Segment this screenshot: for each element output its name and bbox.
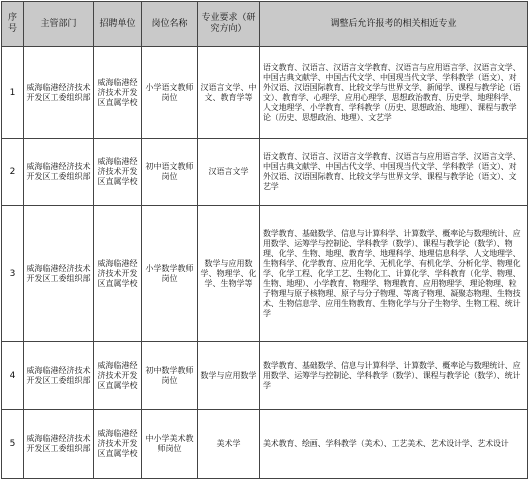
header-seq: 序号 [2, 2, 24, 47]
cell-seq: 4 [2, 342, 24, 410]
cell-req: 汉语言文学、中文、教育学等 [198, 47, 260, 139]
header-majors: 调整后允许报考的相关相近专业 [260, 2, 528, 47]
cell-seq: 3 [2, 206, 24, 342]
cell-unit: 威海临港经济技术开发区直属学校 [94, 342, 142, 410]
cell-unit: 威海临港经济技术开发区直属学校 [94, 139, 142, 206]
cell-post: 初中数学教师岗位 [142, 342, 198, 410]
header-req: 专业要求（研究方向） [198, 2, 260, 47]
cell-seq: 1 [2, 47, 24, 139]
cell-unit: 威海临港经济技术开发区直属学校 [94, 206, 142, 342]
majors-table [1, 1, 528, 479]
cell-dept: 威海临港经济技术开发区工委组织部 [24, 410, 94, 479]
cell-post: 小学语文教师岗位 [142, 47, 198, 139]
cell-seq: 5 [2, 410, 24, 479]
cell-post: 中小学美术教师岗位 [142, 410, 198, 479]
cell-req: 数学与应用数学 [198, 342, 260, 410]
cell-dept: 威海临港经济技术开发区工委组织部 [24, 206, 94, 342]
cell-seq: 2 [2, 139, 24, 206]
table-row [2, 47, 528, 139]
table-row [2, 139, 528, 206]
table-row [2, 342, 528, 410]
header-post: 岗位名称 [142, 2, 198, 47]
cell-unit: 威海临港经济技术开发区直属学校 [94, 47, 142, 139]
cell-post: 初中语文教师岗位 [142, 139, 198, 206]
cell-req: 汉语言文学 [198, 139, 260, 206]
table-row [2, 410, 528, 479]
table-row [2, 206, 528, 342]
header-row [2, 2, 528, 47]
cell-unit: 威海临港经济技术开发区直属学校 [94, 410, 142, 479]
cell-majors: 数学教育、基础数学、信息与计算科学、计算数学、概率论与数理统计、应用数学、运筹学与控制论、学科教学（数学）、课程与教学论（数学）、统计学 [260, 342, 528, 410]
header-unit: 招聘单位 [94, 2, 142, 47]
cell-majors: 数学教育、基础数学、信息与计算科学、计算数学、概率论与数理统计、应用数学、运筹学与控制论、学科教学（数学）、课程与教学论（数学）、物理、化学、生物、地理、教育学、地理科学、地理信息科学、人文地理学、生物科学、化学教育、应用化学、无机化学、有机化学、分析化学、物理化学、化学工程、化学工艺、生物化工、计算化学、学科教育（化学、物理、生物、地理）、小学教育、物理学、物理教育、应用物理学、理论物理、粒子物理与原子核物理、原子与分子物理、等离子物理、凝聚态物理、生物技术、生物信息学、应用生物教育、生物化学与分子生物学、生物工程、统计学 [260, 206, 528, 342]
cell-majors: 语文教育、汉语言、汉语言文学教育、汉语言与应用语言学、汉语言文学、中国古典文献学、中国古代文学、中国现当代文学、学科教学（语文）、对外汉语、汉语国际教育、比较文学与世界文学、课程与教学论（语文）、文艺学 [260, 139, 528, 206]
cell-majors: 语文教育、汉语言、汉语言文学教育、汉语言与应用语言学、汉语言文学、中国古典文献学、中国古代文学、中国现当代文学、学科教学（语文）、对外汉语、汉语国际教育、比较文学与世界文学、新闻学、课程与教学论（语文）、教育学、心理学、应用心理学、思想政治教育、历史学、地理科学、人文地理学、小学教育、学科教学（历史、思想政治、地理）、课程与教学论（历史、思想政治、地理）、文艺学 [260, 47, 528, 139]
cell-req: 数学与应用数学、物理学、化学、生物学等 [198, 206, 260, 342]
cell-post: 小学数学教师岗位 [142, 206, 198, 342]
header-dept: 主管部门 [24, 2, 94, 47]
cell-req: 美术学 [198, 410, 260, 479]
cell-majors: 美术教育、绘画、学科教学（美术）、工艺美术、艺术设计学、艺术设计 [260, 410, 528, 479]
cell-dept: 威海临港经济技术开发区工委组织部 [24, 342, 94, 410]
cell-dept: 威海临港经济技术开发区工委组织部 [24, 139, 94, 206]
cell-dept: 威海临港经济技术开发区工委组织部 [24, 47, 94, 139]
